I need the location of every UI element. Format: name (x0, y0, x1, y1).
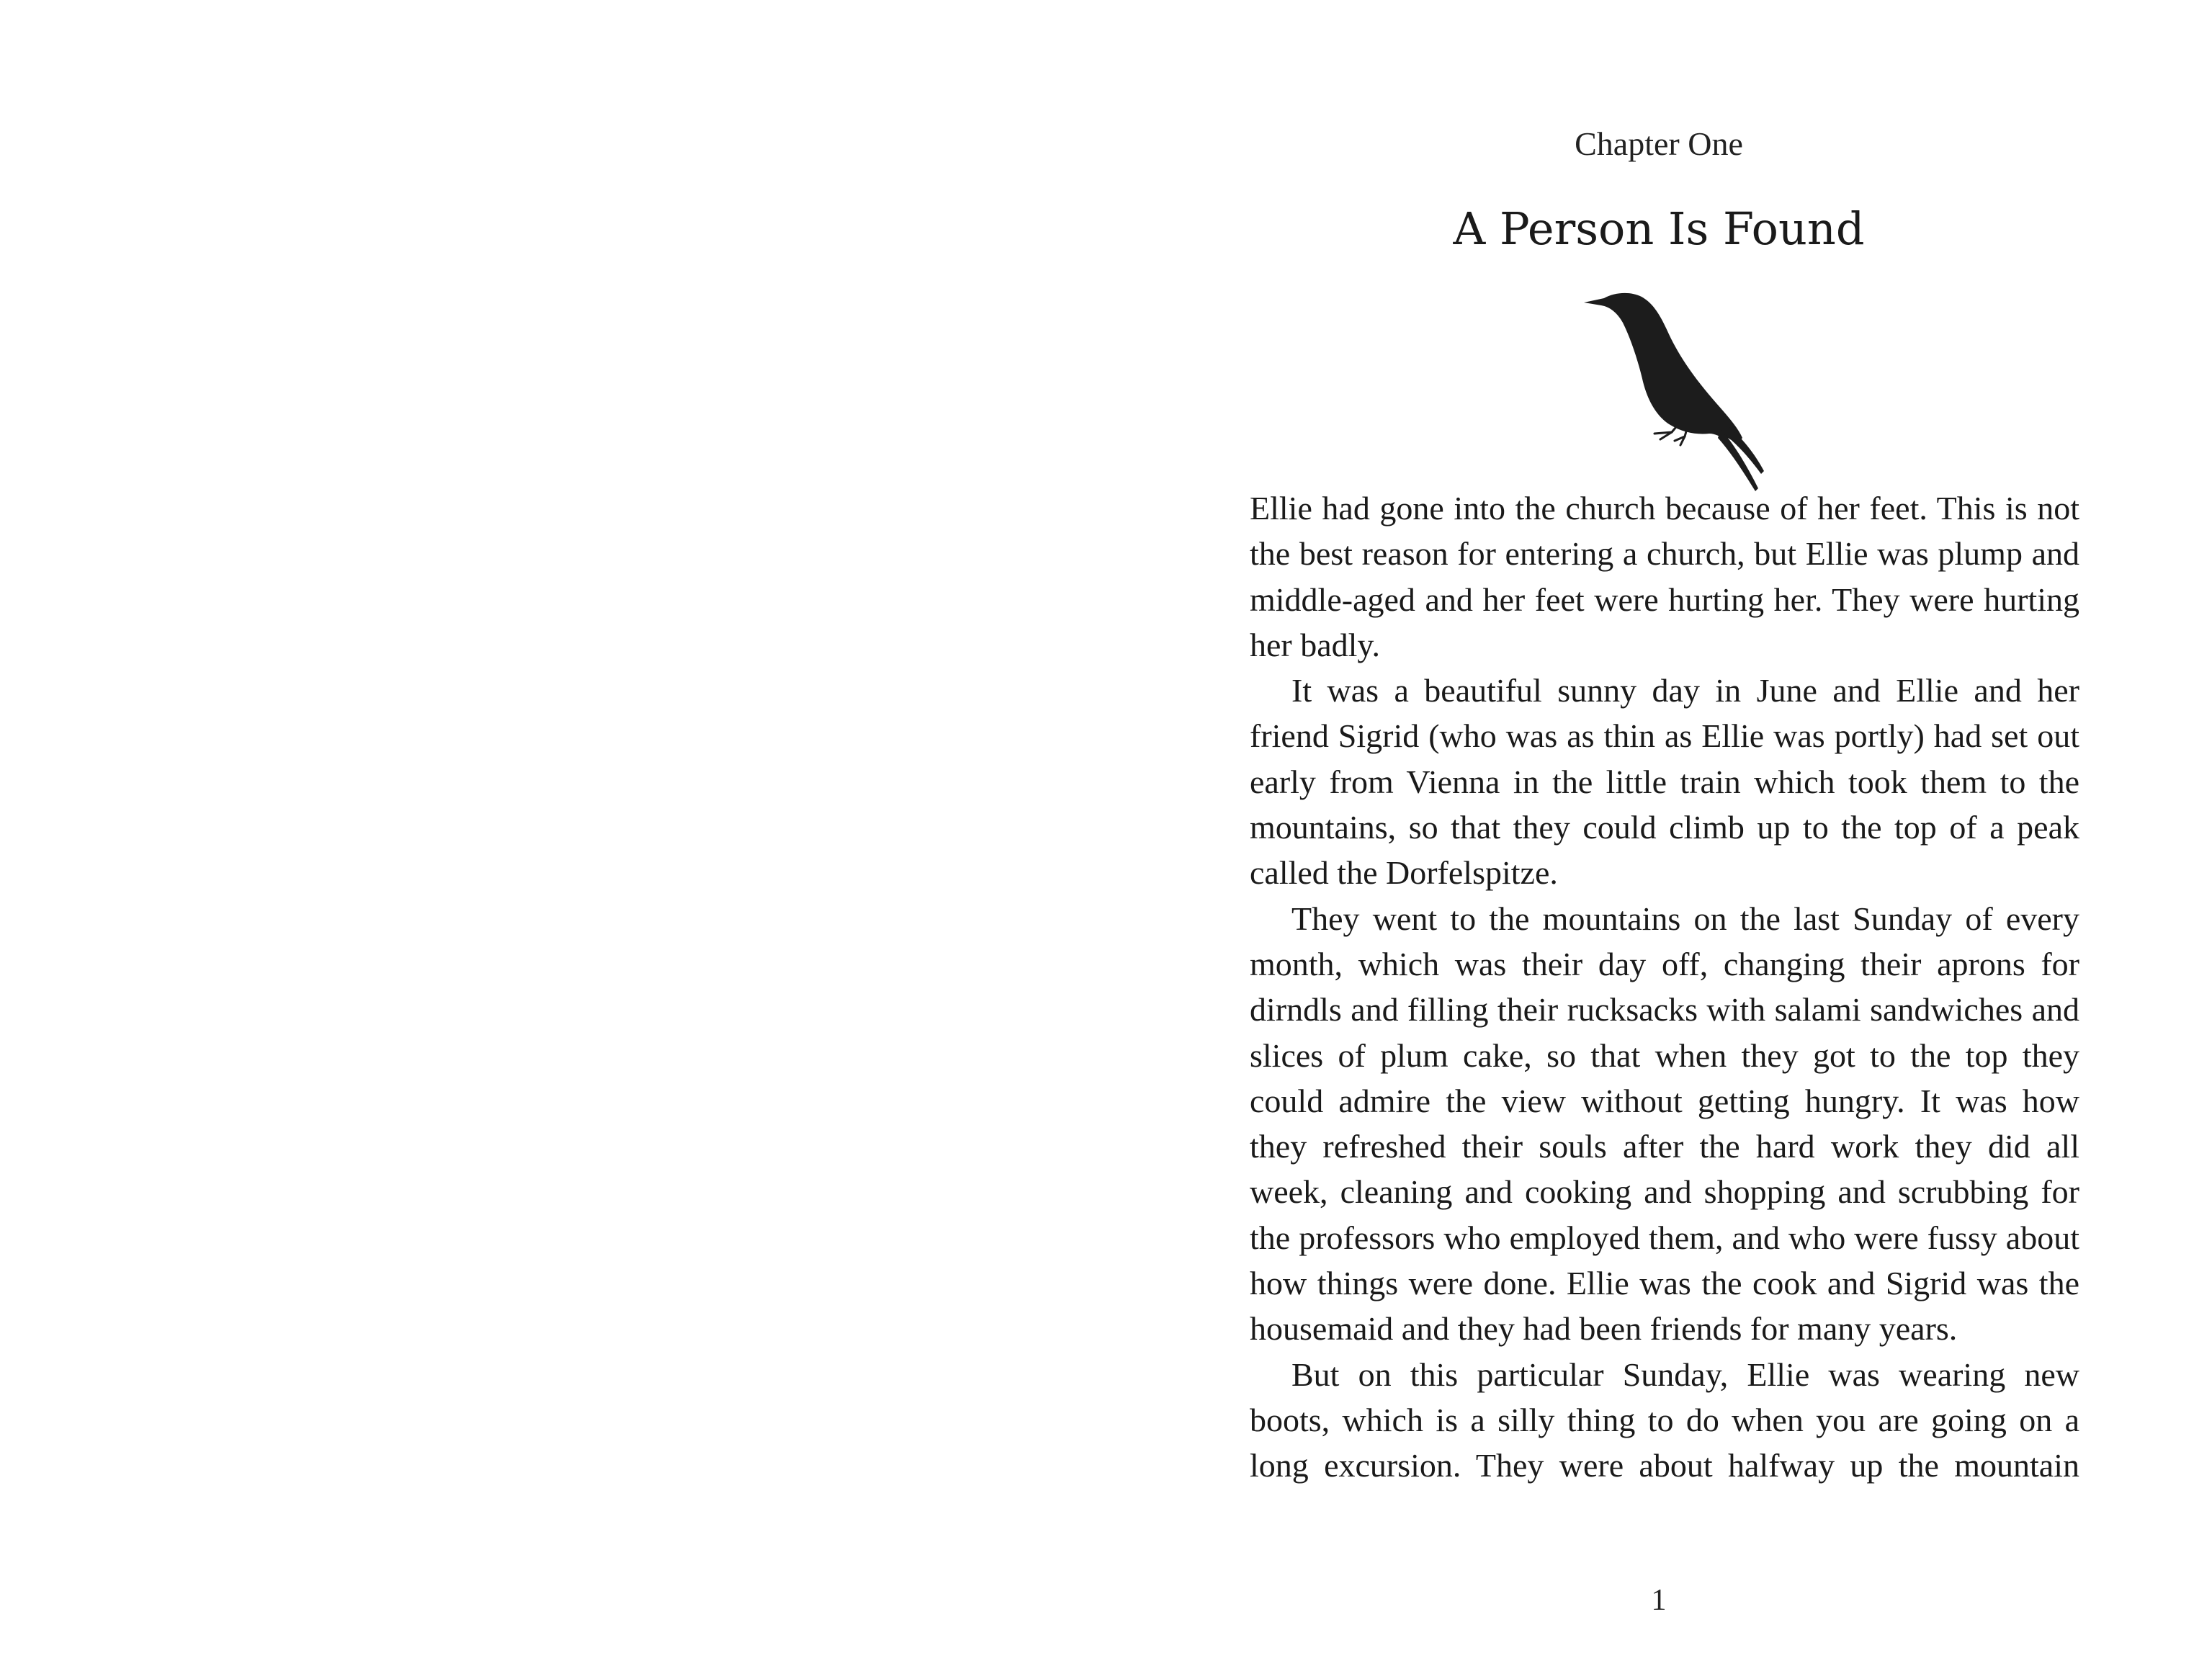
page-number: 1 (1651, 1584, 1667, 1617)
right-page (1106, 0, 2212, 1676)
paragraph-4: But on this particular Sunday, Ellie was wearing new boots, which is a silly thing to do when you are going on a long excursion. They were about halfway up the mountain (1250, 1355, 2079, 1484)
paragraph-1: Ellie had gone into the church because of her feet. This is not the best reason for entering a church, but Ellie was plump and middle-aged and her feet were hurting her. They were hurting her badly. (1250, 490, 2079, 663)
body-text (1250, 485, 2079, 1489)
chapter-title: A Person Is Found (1453, 202, 1865, 255)
bird-icon (1580, 290, 1774, 498)
chapter-label: Chapter One (1575, 125, 1743, 162)
paragraph-3: They went to the mountains on the last Sunday of every month, which was their day off, changing their aprons for dirndls and filling their rucksacks with salami sandwiches and slices of plum cake, so that when they got to the top they could admire the view without getting hungry. It was how they refreshed their souls after the hard work they did all week, cleaning and cooking and shopping and scrubbing for the professors who employed them, and who were fussy about how things were done. Ellie was the cook and Sigrid was the housemaid and they had been friends for many years. (1250, 900, 2079, 1348)
paragraph-2: It was a beautiful sunny day in June and Ellie and her friend Sigrid (who was as thin as Ellie was portly) had set out early from Vienna in the little train which took them to the mountains, so that they could climb up to the top of a peak called the Dorfelspitze. (1250, 672, 2079, 892)
